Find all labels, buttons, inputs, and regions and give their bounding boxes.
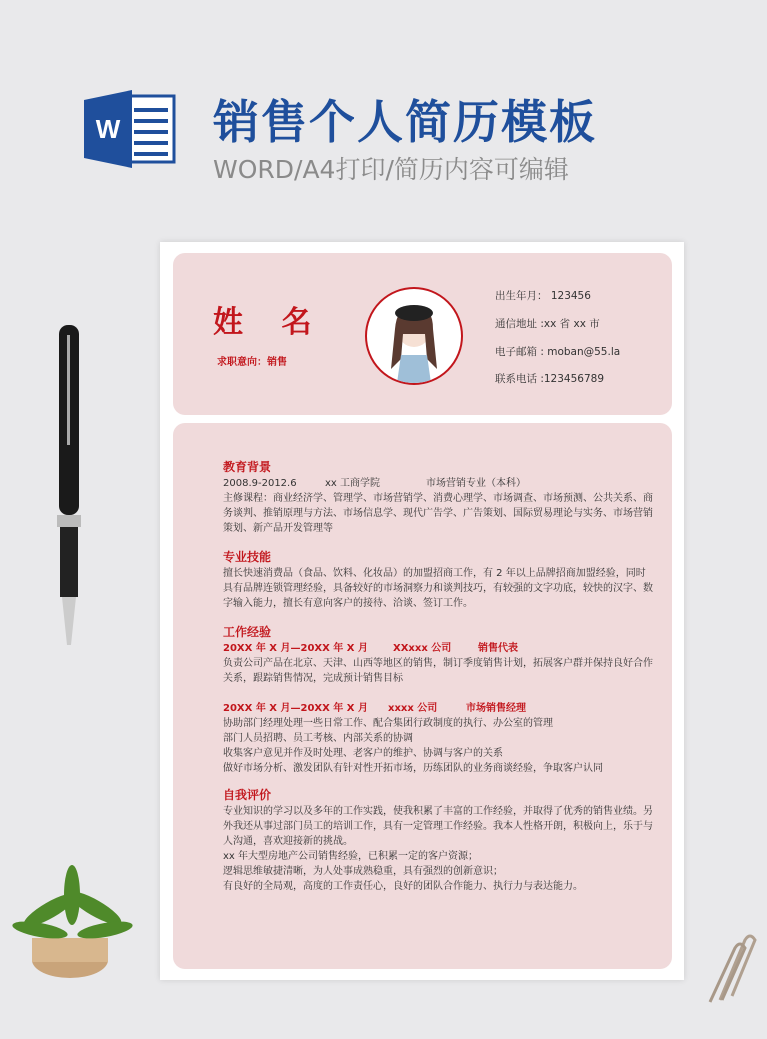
info-phone: 联系电话 :123456789 bbox=[495, 373, 604, 385]
job-desc: 负责公司产品在北京、天津、山西等地区的销售，制订季度销售计划，拓展客户群并保持良好合作关系，跟踪销售情况，完成预计销售目标 bbox=[223, 658, 653, 684]
job-role: 销售代表 bbox=[478, 643, 518, 654]
section-title: 工作经验 bbox=[223, 625, 272, 639]
job-company: XXxxx 公司 bbox=[393, 643, 452, 654]
experience-section bbox=[223, 624, 653, 776]
eval-line: 专业知识的学习以及多年的工作实践，使我积累了丰富的工作经验，并取得了优秀的销售业绩。另外我还从事过部门员工的培训工作，具有一定管理工作经验。我本人性格开朗，积极向上，乐于与人沟通，喜欢迎接新的挑战。 bbox=[223, 806, 653, 847]
job-period: 20XX 年 X 月—20XX 年 X 月 bbox=[223, 643, 368, 654]
word-icon bbox=[84, 90, 176, 168]
edu-period: 2008.9-2012.6 bbox=[223, 478, 297, 489]
evaluation-section bbox=[223, 787, 653, 894]
paperclip-icon bbox=[700, 930, 760, 1010]
skills-text: 擅长快速消费品（食品、饮料、化妆品）的加盟招商工作，有 2 年以上品牌招商加盟经验，同时具有品牌连锁管理经验，具备较好的市场洞察力和谈判技巧，有较强的文字功底，较快的汉字、数字输入能力，擅长有意向客户的接待、洽谈、签订工作。 bbox=[223, 568, 653, 609]
plant-icon bbox=[10, 860, 140, 980]
content-panel bbox=[173, 423, 672, 969]
profile-panel bbox=[173, 253, 672, 415]
section-title: 自我评价 bbox=[223, 788, 272, 802]
job-desc: 协助部门经理处理一些日常工作、配合集团行政制度的执行、办公室的管理 bbox=[223, 718, 553, 729]
info-birth: 出生年月： 123456 bbox=[495, 290, 591, 302]
eval-line: 有良好的全局观，高度的工作责任心，良好的团队合作能力、执行力与表达能力。 bbox=[223, 881, 583, 892]
job-desc: 部门人员招聘、员工考核、内部关系的协调 bbox=[223, 733, 413, 744]
edu-major: 市场营销专业（本科） bbox=[426, 478, 526, 489]
eval-line: xx 年大型房地产公司销售经验，已积累一定的客户资源； bbox=[223, 851, 479, 862]
info-address: 通信地址 :xx 省 xx 市 bbox=[495, 318, 600, 330]
job-desc: 做好市场分析、激发团队有针对性开拓市场，历练团队的业务商谈经验，争取客户认同 bbox=[223, 763, 603, 774]
eval-line: 逻辑思维敏捷清晰，为人处事成熟稳重，具有强烈的创新意识； bbox=[223, 866, 503, 877]
education-section bbox=[223, 459, 653, 536]
name: 姓 名 bbox=[213, 305, 326, 340]
edu-school: xx 工商学院 bbox=[325, 478, 381, 489]
job-intent: 求职意向：销售 bbox=[217, 357, 287, 368]
skills-section bbox=[223, 549, 653, 611]
edu-courses: 主修课程：商业经济学、管理学、市场营销学、消费心理学、市场调查、市场预测、公共关系、商务谈判、推销原理与方法、市场信息学、现代广告学、广告策划、国际贸易理论与实务、市场营销策划、新产品开发管理等 bbox=[223, 493, 653, 534]
page-subtitle: WORD/A4打印/简历内容可编辑 bbox=[213, 155, 569, 184]
svg-text:W: W bbox=[95, 114, 121, 144]
avatar bbox=[365, 287, 463, 385]
page-title: 销售个人简历模板 bbox=[213, 95, 597, 149]
job-company: xxxx 公司 bbox=[388, 703, 438, 714]
section-title: 专业技能 bbox=[223, 550, 272, 564]
pen-icon bbox=[55, 325, 83, 655]
job-role: 市场销售经理 bbox=[466, 703, 526, 714]
section-title: 教育背景 bbox=[223, 460, 272, 474]
job-period: 20XX 年 X 月—20XX 年 X 月 bbox=[223, 703, 368, 714]
resume-page bbox=[160, 242, 684, 980]
job-desc: 收集客户意见并作及时处理、老客户的维护、协调与客户的关系 bbox=[223, 748, 503, 759]
info-email: 电子邮箱 : moban@55.la bbox=[495, 346, 621, 358]
